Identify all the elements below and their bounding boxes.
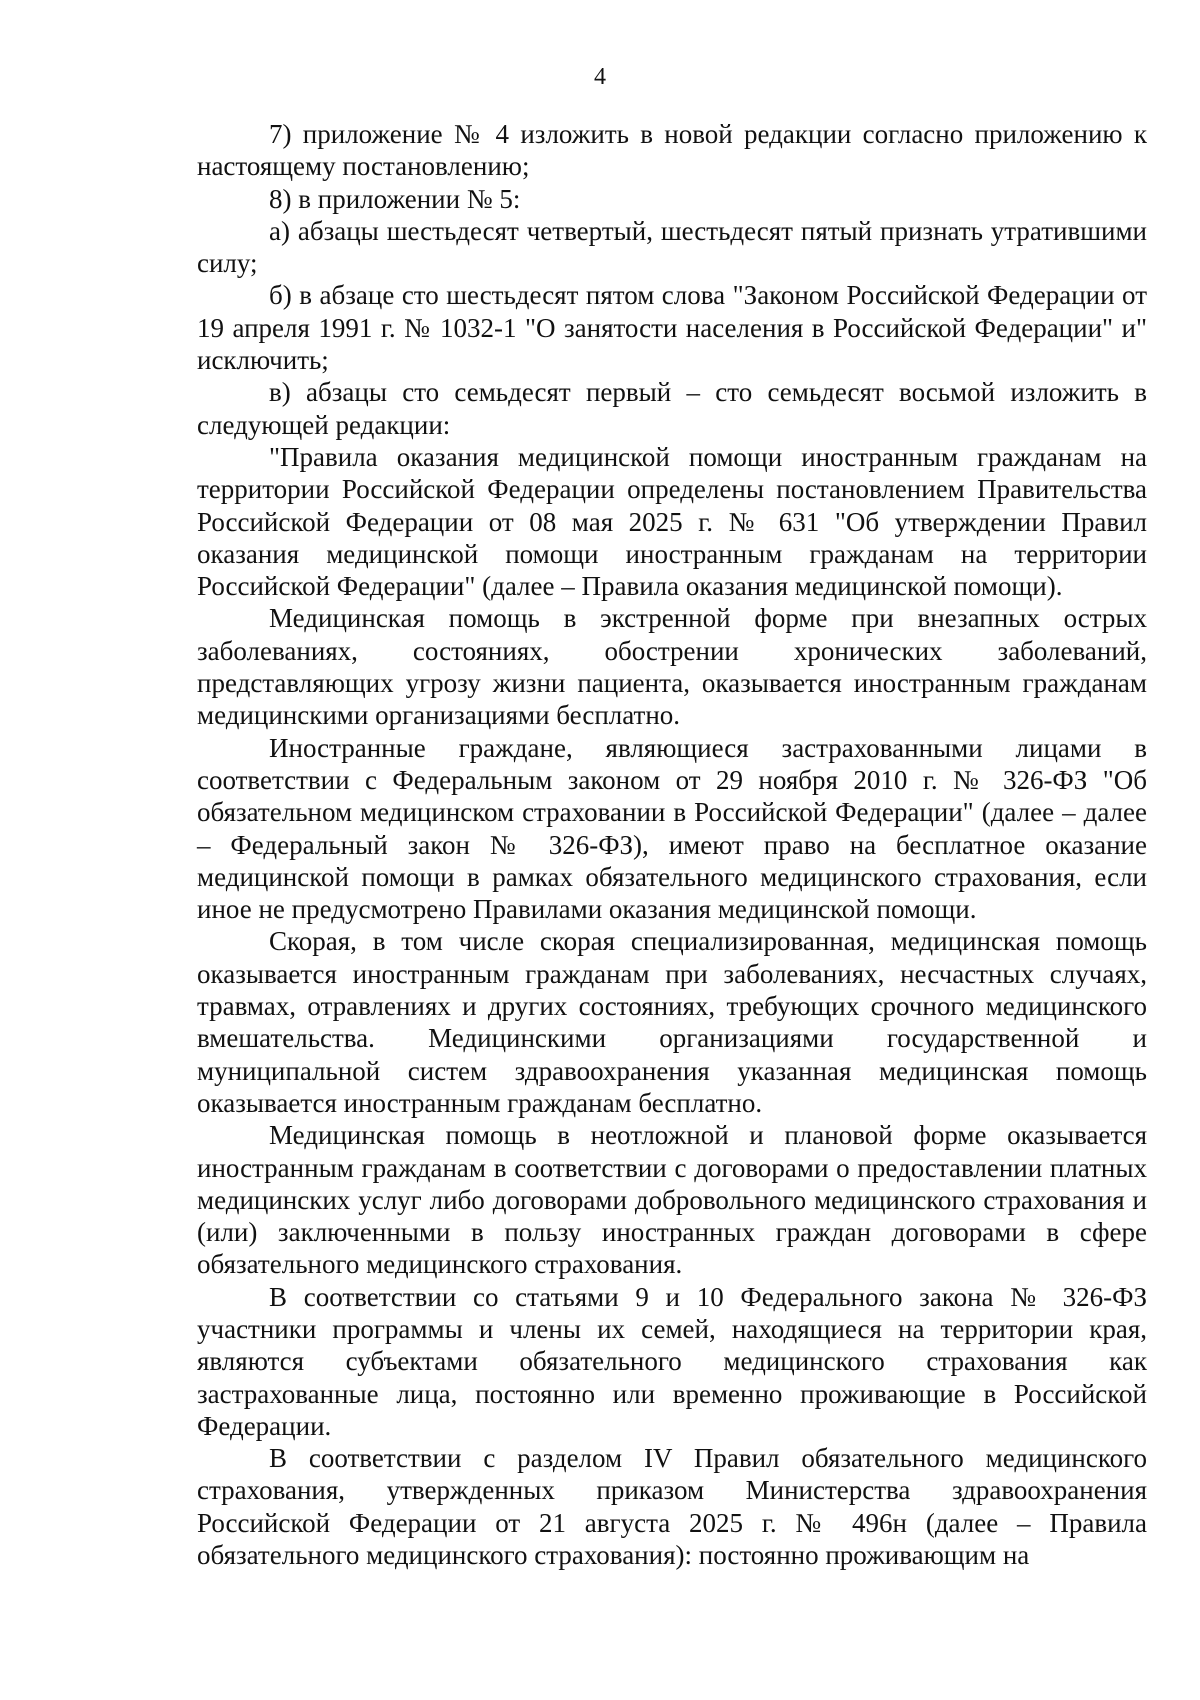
document-body — [197, 118, 1147, 1571]
page-number: 4 — [594, 64, 606, 90]
paragraph-rules-foreign-citizens: "Правила оказания медицинской помощи иностранным гражданам на территории Российской Федерации определены постановлением Правительства Российской Федерации от 08 мая 2025 г. № 631 "Об утверждении Правил оказания медицинской помощи иностранным гражданам на территории Российской Федерации" (далее – Правила оказания медицинской помощи). — [197, 441, 1147, 602]
paragraph-subitem-v: в) абзацы сто семьдесят первый – сто семьдесят восьмой изложить в следующей редакции: — [197, 377, 1147, 440]
paragraph-program-participants: В соответствии со статьями 9 и 10 Федерального закона № 326-ФЗ участники программы и члены их семей, находящиеся на территории края, являются субъектами обязательного медицинского страхования как застрахованные лица, постоянно или временно проживающие в Российской Федерации. — [197, 1281, 1147, 1441]
paragraph-item-7: 7) приложение № 4 изложить в новой редакции согласно приложению к настоящему постановлению; — [197, 119, 1147, 182]
paragraph-insurance-rules: В соответствии с разделом IV Правил обязательного медицинского страхования, утвержденных приказом Министерства здравоохранения Российской Федерации от 21 августа 2025 г. № 496н (далее – Правила обязательного медицинского страхования): постоянно проживающим на — [197, 1443, 1147, 1571]
paragraph-subitem-b: б) в абзаце сто шестьдесят пятом слова "Законом Российской Федерации от 19 апреля 1991 г. № 1032-1 "О занятости населения в Российской Федерации" и" исключить; — [197, 280, 1147, 376]
paragraph-ambulance-care: Скорая, в том числе скорая специализированная, медицинская помощь оказывается иностранным гражданам при заболеваниях, несчастных случаях, травмах, отравлениях и других состояниях, требующих срочного медицинского вмешательства. Медицинскими организациями государственной и муниципальной систем здравоохранения указанная медицинская помощь оказывается иностранным гражданам бесплатно. — [197, 926, 1147, 1118]
paragraph-urgent-planned-care: Медицинская помощь в неотложной и плановой форме оказывается иностранным гражданам в соответствии с договорами о предоставлении платных медицинских услуг либо договорами добровольного медицинского страхования и (или) заключенными в пользу иностранных граждан договорами в сфере обязательного медицинского страхования. — [197, 1120, 1147, 1280]
paragraph-subitem-a: а) абзацы шестьдесят четвертый, шестьдесят пятый признать утратившими силу; — [197, 215, 1147, 279]
paragraph-emergency-care: Медицинская помощь в экстренной форме при внезапных острых заболеваниях, состояниях, обострении хронических заболеваний, представляющих угрозу жизни пациента, оказывается иностранным гражданам медицинскими организациями бесплатно. — [197, 603, 1147, 731]
paragraph-item-8: 8) в приложении № 5: — [269, 183, 521, 214]
paragraph-insured-foreigners: Иностранные граждане, являющиеся застрахованными лицами в соответствии с Федеральным законом от 29 ноября 2010 г. № 326-ФЗ "Об обязательном медицинском страховании в Российской Федерации" (далее – далее – Федеральный закон № 326-ФЗ), имеют право на бесплатное оказание медицинской помощи в рамках обязательного медицинского страхования, если иное не предусмотрено Правилами оказания медицинской помощи. — [197, 732, 1147, 925]
